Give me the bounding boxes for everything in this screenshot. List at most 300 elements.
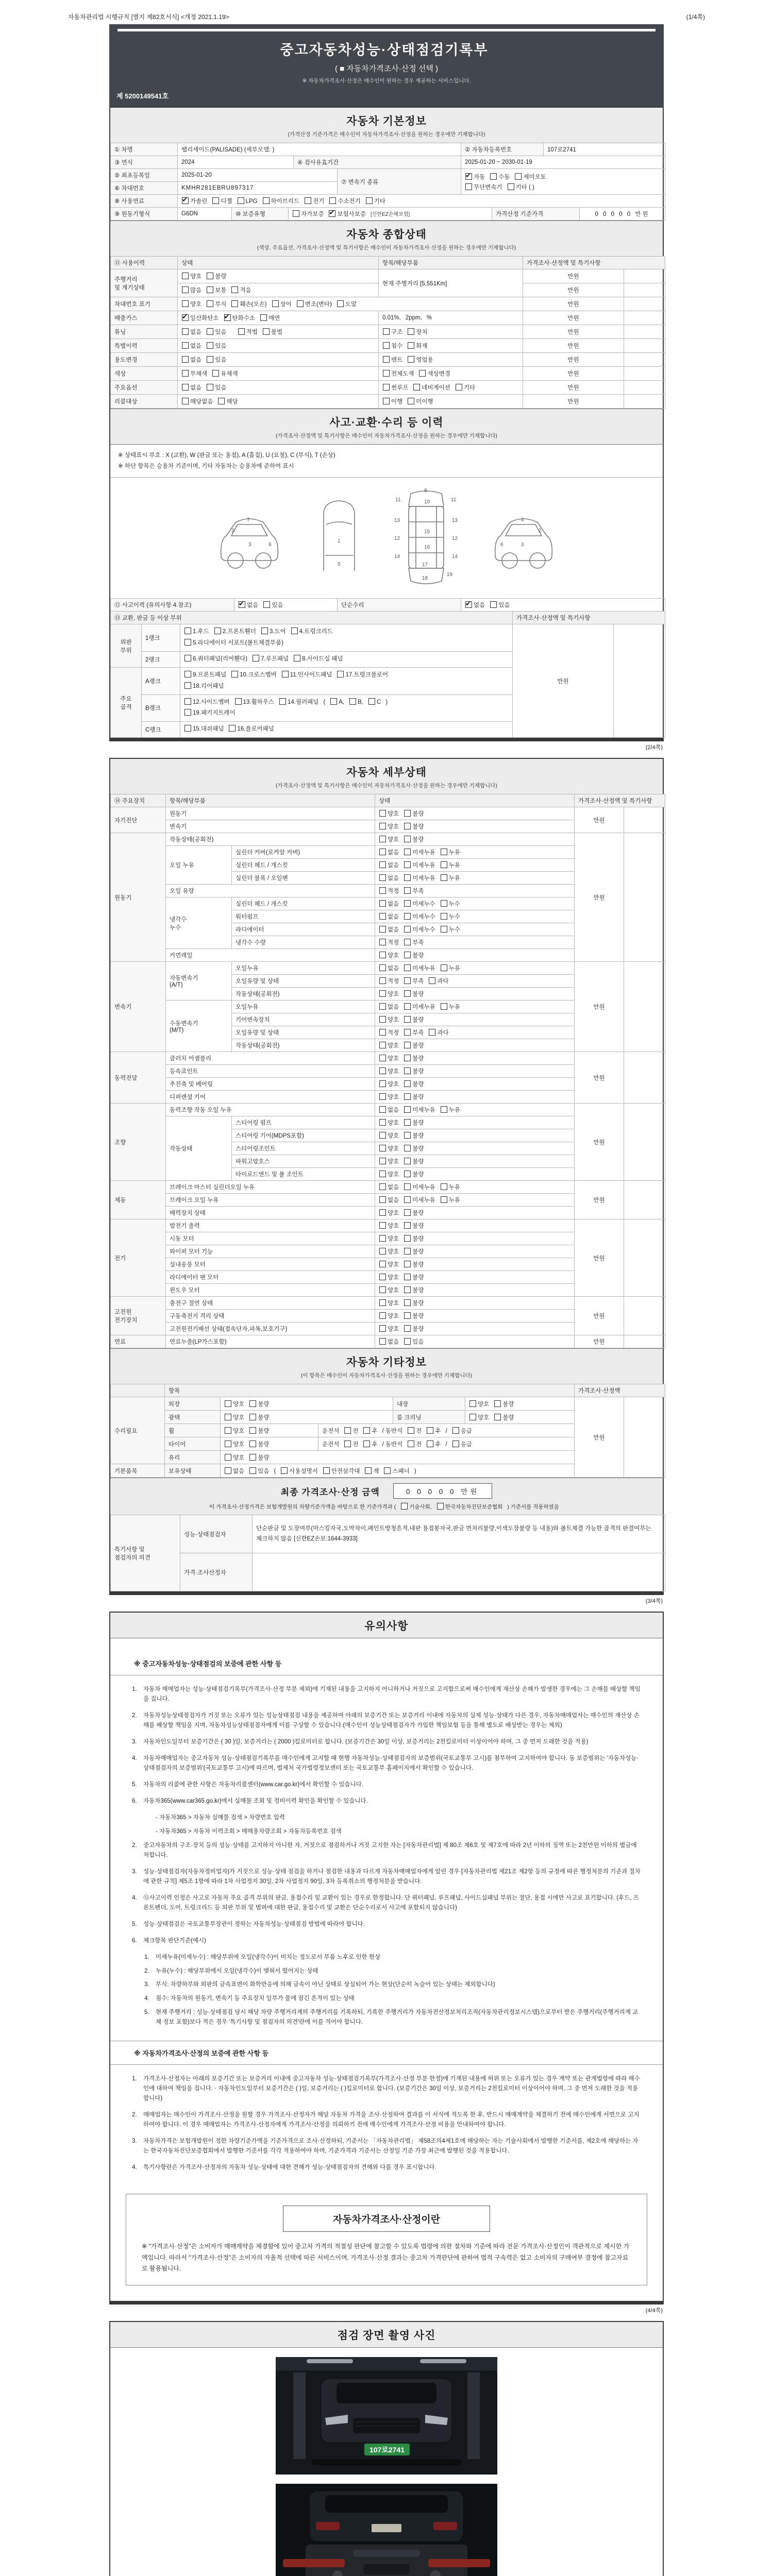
checkbox[interactable] bbox=[182, 286, 189, 293]
checkbox[interactable] bbox=[282, 671, 289, 677]
checkbox[interactable] bbox=[494, 1400, 501, 1407]
cell: 작동상태(공회전) bbox=[232, 1039, 375, 1052]
checkbox[interactable] bbox=[441, 1003, 447, 1010]
checkbox[interactable] bbox=[344, 1440, 351, 1447]
checkbox-label: 16.플로어패널 bbox=[237, 726, 274, 733]
checkbox[interactable] bbox=[182, 314, 189, 321]
checkbox-label: 색상변경 bbox=[427, 371, 450, 377]
checkbox[interactable] bbox=[404, 1299, 411, 1306]
checkbox[interactable] bbox=[404, 964, 411, 971]
checkbox[interactable] bbox=[214, 628, 221, 634]
checkbox[interactable] bbox=[404, 1312, 411, 1319]
checkbox[interactable] bbox=[344, 1427, 351, 1434]
car-damage-diagrams bbox=[110, 478, 663, 599]
checkbox[interactable] bbox=[383, 356, 390, 363]
checkbox[interactable] bbox=[404, 1067, 411, 1074]
checkbox[interactable] bbox=[404, 1029, 411, 1036]
cell bbox=[375, 910, 575, 923]
checkbox[interactable] bbox=[225, 1400, 231, 1407]
checkbox-label: 있음 bbox=[215, 329, 227, 335]
checkbox[interactable] bbox=[441, 964, 447, 971]
cell bbox=[375, 807, 575, 820]
checkbox[interactable] bbox=[235, 698, 242, 705]
checkbox-label: 과다 bbox=[437, 1030, 449, 1037]
notice-paragraph-text: 부식: 차량하부와 외판의 금속표면이 화학반응에 의해 금속이 아닌 상태로 상실되어 가는 현상(단순히 녹슬어 있는 상태는 제외합니다) bbox=[156, 1981, 495, 1988]
checkbox[interactable] bbox=[404, 1080, 411, 1087]
checkbox[interactable] bbox=[404, 990, 411, 997]
checkbox[interactable] bbox=[261, 628, 268, 634]
checkbox[interactable] bbox=[182, 273, 189, 279]
checkbox-label: 디젤 bbox=[221, 198, 232, 205]
lab: 배출가스 bbox=[111, 311, 178, 325]
checkbox-label: 기술사회, bbox=[409, 1504, 432, 1511]
checkbox[interactable] bbox=[379, 1325, 386, 1332]
lab: 광택 bbox=[165, 1411, 221, 1424]
checkbox[interactable] bbox=[249, 1414, 256, 1420]
final-price-value: 0 0 0 0 0 만원 bbox=[393, 1483, 492, 1499]
checkbox[interactable] bbox=[365, 1467, 372, 1474]
checkbox-label: 17.트렁크플로어 bbox=[345, 671, 389, 678]
checkbox[interactable] bbox=[279, 698, 286, 705]
checkbox[interactable] bbox=[408, 342, 414, 349]
checkbox[interactable] bbox=[379, 823, 386, 829]
checkbox[interactable] bbox=[404, 836, 411, 842]
checkbox[interactable] bbox=[330, 698, 337, 705]
checkbox[interactable] bbox=[452, 1440, 459, 1447]
checkbox[interactable] bbox=[404, 1338, 411, 1345]
cell: 오일누유 bbox=[232, 1001, 375, 1013]
table-row bbox=[111, 156, 665, 169]
checkbox[interactable] bbox=[379, 952, 386, 958]
checkbox[interactable] bbox=[182, 384, 189, 391]
checkbox[interactable] bbox=[404, 849, 411, 855]
checkbox-label: 2.프론트휀더 bbox=[222, 629, 256, 635]
checkbox-label: 15.대쉬패널 bbox=[193, 726, 224, 733]
checkbox[interactable] bbox=[379, 977, 386, 984]
checkbox[interactable] bbox=[404, 1274, 411, 1280]
checkbox[interactable] bbox=[379, 1312, 386, 1319]
checkbox[interactable] bbox=[293, 210, 299, 217]
checkbox[interactable] bbox=[413, 384, 420, 391]
checkbox[interactable] bbox=[379, 849, 386, 855]
checkbox-label: 13.휠하우스 bbox=[243, 699, 274, 705]
checkbox[interactable] bbox=[404, 1158, 411, 1164]
checkbox[interactable] bbox=[437, 1503, 444, 1510]
checkbox[interactable] bbox=[379, 939, 386, 945]
checkbox[interactable] bbox=[379, 1080, 386, 1087]
checkbox[interactable] bbox=[231, 300, 238, 307]
checkbox[interactable] bbox=[379, 1196, 386, 1203]
checkbox[interactable] bbox=[231, 671, 238, 677]
checkbox[interactable] bbox=[383, 328, 390, 335]
blank bbox=[624, 1219, 665, 1297]
checkbox[interactable] bbox=[249, 1400, 256, 1407]
checkbox[interactable] bbox=[249, 1440, 256, 1447]
checkbox[interactable] bbox=[379, 1158, 386, 1164]
checkbox[interactable] bbox=[465, 601, 472, 608]
checkbox[interactable] bbox=[379, 1003, 386, 1010]
checkbox[interactable] bbox=[225, 1440, 231, 1447]
checkbox[interactable] bbox=[379, 900, 386, 907]
checkbox[interactable] bbox=[263, 197, 270, 204]
checkbox[interactable] bbox=[441, 900, 447, 907]
checkbox[interactable] bbox=[207, 356, 213, 363]
checkbox[interactable] bbox=[379, 1222, 386, 1229]
cell bbox=[221, 1411, 393, 1424]
checkbox[interactable] bbox=[212, 197, 219, 204]
checkbox[interactable] bbox=[427, 1427, 433, 1434]
checkbox-label: 구조 bbox=[391, 329, 403, 335]
checkbox[interactable] bbox=[363, 1440, 370, 1447]
checkbox[interactable] bbox=[379, 1286, 386, 1293]
checkbox[interactable] bbox=[260, 314, 267, 321]
checkbox[interactable] bbox=[404, 1248, 411, 1255]
checkbox[interactable] bbox=[263, 601, 270, 608]
checkbox[interactable] bbox=[323, 1467, 330, 1474]
checkbox[interactable] bbox=[184, 655, 191, 662]
checkbox[interactable] bbox=[441, 926, 447, 933]
cell: 스티어링 기어(MDPS포함) bbox=[232, 1129, 375, 1142]
checkbox[interactable] bbox=[404, 900, 411, 907]
checkbox[interactable] bbox=[508, 183, 514, 190]
checkbox[interactable] bbox=[469, 1400, 476, 1407]
checkbox[interactable] bbox=[404, 1209, 411, 1216]
checkbox[interactable] bbox=[404, 1145, 411, 1151]
checkbox[interactable] bbox=[379, 1299, 386, 1306]
checkbox-label: 자가보증 bbox=[301, 211, 324, 217]
checkbox[interactable] bbox=[182, 197, 189, 204]
table-row bbox=[111, 1553, 665, 1591]
checkbox[interactable] bbox=[207, 273, 213, 279]
checkbox[interactable] bbox=[384, 1467, 391, 1474]
cell bbox=[375, 1116, 575, 1129]
checkbox[interactable] bbox=[404, 1183, 411, 1190]
checkbox[interactable] bbox=[379, 964, 386, 971]
checkbox[interactable] bbox=[404, 1093, 411, 1100]
text-token: ) bbox=[414, 1468, 416, 1475]
checkbox-label: 양호 bbox=[388, 991, 399, 998]
checkbox[interactable] bbox=[404, 1016, 411, 1023]
cell bbox=[318, 1424, 575, 1437]
checkbox-label: 불량 bbox=[412, 1262, 424, 1268]
checkbox[interactable] bbox=[379, 1093, 386, 1100]
checkbox[interactable] bbox=[383, 384, 390, 391]
checkbox[interactable] bbox=[184, 698, 191, 705]
checkbox[interactable] bbox=[184, 682, 191, 689]
checkbox-label: 적법 bbox=[246, 329, 258, 335]
checkbox[interactable] bbox=[379, 1055, 386, 1061]
checkbox[interactable] bbox=[184, 725, 191, 732]
checkbox[interactable] bbox=[207, 342, 213, 349]
checkbox[interactable] bbox=[366, 197, 373, 204]
checkbox[interactable] bbox=[379, 874, 386, 881]
cell bbox=[375, 1065, 575, 1078]
page1-block bbox=[109, 107, 664, 741]
cell: 윈도우 모터 bbox=[166, 1284, 375, 1297]
checkbox[interactable] bbox=[429, 977, 435, 984]
checkbox[interactable] bbox=[207, 300, 213, 307]
checkbox[interactable] bbox=[441, 1196, 447, 1203]
checkbox[interactable] bbox=[182, 398, 189, 404]
checkbox[interactable] bbox=[465, 183, 472, 190]
exchange-price-col-label: 가격조사·산정액 및 특기사항 bbox=[513, 612, 665, 624]
checkbox[interactable] bbox=[379, 861, 386, 868]
checkbox[interactable] bbox=[263, 328, 270, 335]
checkbox[interactable] bbox=[207, 384, 213, 391]
checkbox[interactable] bbox=[379, 990, 386, 997]
checkbox[interactable] bbox=[379, 913, 386, 920]
checkbox[interactable] bbox=[404, 952, 411, 958]
checkbox-label: 있음 bbox=[215, 343, 227, 349]
checkbox[interactable] bbox=[329, 197, 336, 204]
checkbox[interactable] bbox=[383, 342, 390, 349]
checkbox[interactable] bbox=[404, 1106, 411, 1113]
notice-paragraph-text: 자동차인도일부터 보증기간은 ( 30 )일, 보증거리는 ( 2000 )킬로미터로 합니다. (보증기간은 30일 이상, 보증거리는 2천킬로미터 이상이어야 하며, 그 중 먼저 도래한 것을 적용) bbox=[143, 1739, 589, 1745]
regulation-reference: 자동차관리법 시행규칙 [별지 제82호서식] <개정 2021.1.19> bbox=[68, 13, 229, 21]
table-row bbox=[111, 807, 665, 820]
checkbox[interactable] bbox=[404, 1196, 411, 1203]
checkbox[interactable] bbox=[379, 887, 386, 894]
checkbox[interactable] bbox=[383, 398, 390, 404]
checkbox[interactable] bbox=[401, 1503, 408, 1510]
checkbox[interactable] bbox=[379, 1171, 386, 1177]
notice-paragraph-number: 4. bbox=[132, 1894, 137, 1901]
checkbox[interactable] bbox=[224, 314, 231, 321]
checkbox[interactable] bbox=[368, 698, 375, 705]
notice-paragraph-number: 1. bbox=[132, 2076, 137, 2082]
checkbox[interactable] bbox=[404, 1042, 411, 1048]
inspector-opinion-text: 단순판금 및 도장여부(마스킹자국,도막차이,페인트방청흔적,내판 용접봉자국,판금 면처리불량,이색도장불량 등 내용)와 볼트체결 가능한 골격의 판결여부는 체크하지 않음 [신한EZ손보:1644-3933] bbox=[253, 1515, 665, 1553]
checkbox-label: 일산화탄소 bbox=[190, 315, 219, 321]
checkbox[interactable] bbox=[404, 1003, 411, 1010]
checkbox[interactable] bbox=[238, 328, 245, 335]
checkbox-label: 불량 bbox=[412, 1275, 424, 1281]
glab: 주요 골격 bbox=[111, 667, 142, 737]
checkbox[interactable] bbox=[212, 370, 219, 377]
checkbox[interactable] bbox=[207, 328, 213, 335]
checkbox[interactable] bbox=[281, 1467, 288, 1474]
checkbox[interactable] bbox=[249, 1454, 256, 1461]
checkbox[interactable] bbox=[379, 1067, 386, 1074]
checkbox[interactable] bbox=[404, 926, 411, 933]
checkbox[interactable] bbox=[404, 1261, 411, 1267]
lab: 타이어 bbox=[165, 1437, 221, 1451]
checkbox[interactable] bbox=[404, 1222, 411, 1229]
checkbox[interactable] bbox=[379, 1042, 386, 1048]
checkbox[interactable] bbox=[379, 1338, 386, 1345]
checkbox[interactable] bbox=[379, 926, 386, 933]
checkbox[interactable] bbox=[379, 810, 386, 817]
checkbox[interactable] bbox=[249, 1467, 256, 1474]
checkbox-label: 수소전기 bbox=[338, 198, 361, 205]
year-value: 2024 bbox=[178, 156, 294, 169]
checkbox-label: 부족 bbox=[412, 888, 424, 895]
checkbox-label: 불량 bbox=[412, 953, 424, 959]
checkbox-label: 렌트 bbox=[391, 357, 403, 363]
checkbox[interactable] bbox=[182, 328, 189, 335]
notice-paragraph bbox=[144, 1980, 641, 1990]
checkbox[interactable] bbox=[404, 874, 411, 881]
checkbox[interactable] bbox=[427, 1440, 433, 1447]
checkbox-label: 없음 bbox=[388, 1184, 399, 1191]
checkbox[interactable] bbox=[379, 1183, 386, 1190]
checkbox[interactable] bbox=[408, 356, 414, 363]
checkbox[interactable] bbox=[184, 709, 191, 716]
checkbox[interactable] bbox=[494, 1414, 501, 1420]
cell: 수동변속기 (M/T) bbox=[166, 1001, 232, 1052]
checkbox[interactable] bbox=[515, 173, 522, 180]
checkbox[interactable] bbox=[182, 342, 189, 349]
text-token: / bbox=[445, 1441, 447, 1448]
checkbox[interactable] bbox=[490, 601, 497, 608]
cell bbox=[375, 1091, 575, 1104]
checkbox-label: 변조(변타) bbox=[305, 301, 332, 308]
checkbox[interactable] bbox=[441, 1106, 447, 1113]
checkbox[interactable] bbox=[404, 913, 411, 920]
checkbox[interactable] bbox=[465, 173, 472, 180]
checkbox[interactable] bbox=[404, 823, 411, 829]
checkbox[interactable] bbox=[253, 655, 259, 662]
checkbox[interactable] bbox=[207, 286, 213, 293]
checkbox-label: 불량 bbox=[412, 1300, 424, 1307]
notice-paragraph-text: 자동차매매업자는 중고자동차 성능·상태점검기록부를 매수인에게 고지할 때 현행 자동차성능·상태점검자의 보증범위(국토교통부 고시)를 첨부하여 고지하여야 합니다. 동 보증범위는 '자동차성능·상태점검자의 보증범위'(국토교통부 고시)에 따르며, 법제처 국가법령정보센터 또는 국토교통부 홈페이지에서 확인할 수 있습니다. bbox=[143, 1755, 639, 1771]
table-header-row bbox=[111, 257, 665, 269]
final-price-note bbox=[110, 1503, 663, 1511]
checkbox[interactable] bbox=[249, 1427, 256, 1434]
checkbox[interactable] bbox=[184, 639, 191, 646]
accident-history-label: ⑫ 사고이력 (유의사항 4.참조) bbox=[111, 599, 234, 612]
checkbox[interactable] bbox=[379, 1016, 386, 1023]
form-subtitle: ( ■ 자동차가격조사·산정 선택 ) bbox=[334, 64, 439, 73]
checkbox[interactable] bbox=[305, 197, 311, 204]
inspection-photo-front bbox=[276, 2357, 497, 2475]
checkbox[interactable] bbox=[379, 1248, 386, 1255]
checkbox[interactable] bbox=[379, 1274, 386, 1280]
checkbox[interactable] bbox=[379, 1029, 386, 1036]
checkbox-label: 불량 bbox=[412, 824, 424, 831]
checkbox[interactable] bbox=[408, 1440, 414, 1447]
warranty-checkboxes bbox=[292, 211, 371, 217]
checkbox[interactable] bbox=[182, 370, 189, 377]
checkbox[interactable] bbox=[229, 725, 236, 732]
checkbox[interactable] bbox=[363, 1427, 370, 1434]
checkbox[interactable] bbox=[408, 1427, 414, 1434]
checkbox-label: 누유 bbox=[448, 862, 460, 869]
checkbox[interactable] bbox=[441, 849, 447, 855]
checkbox-label: 있음 bbox=[258, 1468, 270, 1475]
text-token: / 동반석 bbox=[382, 1428, 403, 1434]
checkbox[interactable] bbox=[349, 698, 356, 705]
notice-title: 유의사항 bbox=[364, 1620, 409, 1633]
checkbox[interactable] bbox=[225, 1414, 231, 1420]
checkbox[interactable] bbox=[182, 356, 189, 363]
checkbox[interactable] bbox=[441, 1183, 447, 1190]
checkbox[interactable] bbox=[337, 300, 344, 307]
checkbox[interactable] bbox=[297, 300, 304, 307]
checkbox[interactable] bbox=[408, 398, 414, 404]
checkbox[interactable] bbox=[404, 1132, 411, 1139]
checkbox[interactable] bbox=[456, 384, 462, 391]
checkbox-label: 미세누유 bbox=[412, 875, 435, 882]
checkbox[interactable] bbox=[441, 861, 447, 868]
checkbox[interactable] bbox=[490, 173, 497, 180]
checkbox[interactable] bbox=[404, 977, 411, 984]
checkbox[interactable] bbox=[291, 628, 298, 634]
checkbox[interactable] bbox=[419, 370, 426, 377]
checkbox[interactable] bbox=[404, 1055, 411, 1061]
checkbox[interactable] bbox=[225, 1454, 231, 1461]
checkbox[interactable] bbox=[379, 1119, 386, 1126]
cell: 스티어링 펌프 bbox=[232, 1116, 375, 1129]
cell: 실린더 헤드 / 개스킷 bbox=[232, 897, 375, 910]
checkbox[interactable] bbox=[404, 887, 411, 894]
notice-paragraph bbox=[132, 2137, 641, 2156]
notice-paragraph-number: 5. bbox=[144, 2009, 149, 2016]
checkbox[interactable] bbox=[404, 861, 411, 868]
checkbox[interactable] bbox=[404, 810, 411, 817]
checkbox[interactable] bbox=[383, 370, 390, 377]
checkbox[interactable] bbox=[404, 939, 411, 945]
checkbox[interactable] bbox=[184, 628, 191, 634]
checkbox[interactable] bbox=[379, 1209, 386, 1216]
checkbox-label: 양호 bbox=[388, 1094, 399, 1101]
checkbox[interactable] bbox=[404, 1119, 411, 1126]
checkbox[interactable] bbox=[379, 1145, 386, 1151]
photos-block bbox=[109, 2321, 664, 2576]
notice-paragraph bbox=[132, 2110, 641, 2130]
checkbox[interactable] bbox=[379, 836, 386, 842]
checkbox[interactable] bbox=[404, 1325, 411, 1332]
checkbox[interactable] bbox=[429, 1029, 435, 1036]
checkbox[interactable] bbox=[218, 398, 225, 404]
checkbox[interactable] bbox=[238, 197, 244, 204]
checkbox[interactable] bbox=[404, 1171, 411, 1177]
checkbox[interactable] bbox=[182, 300, 189, 307]
checkbox[interactable] bbox=[225, 1427, 231, 1434]
checkbox[interactable] bbox=[441, 874, 447, 881]
head: 가격조사·산정액 bbox=[575, 1384, 665, 1397]
checkbox[interactable] bbox=[329, 210, 335, 217]
notice-heading: ※ 중고자동차성능·상태점검의 보증에 관한 사항 등 bbox=[110, 1652, 663, 1675]
checkbox[interactable] bbox=[337, 671, 344, 677]
cell bbox=[375, 1026, 575, 1039]
cell bbox=[178, 269, 379, 283]
checkbox[interactable] bbox=[379, 1132, 386, 1139]
checkbox[interactable] bbox=[441, 913, 447, 920]
checkbox[interactable] bbox=[469, 1414, 476, 1420]
checkbox[interactable] bbox=[379, 1261, 386, 1267]
checkbox[interactable] bbox=[272, 300, 279, 307]
checkbox[interactable] bbox=[379, 1106, 386, 1113]
svg-text:2: 2 bbox=[539, 528, 542, 534]
checkbox[interactable] bbox=[239, 601, 245, 608]
checkbox[interactable] bbox=[225, 1467, 231, 1474]
checkbox[interactable] bbox=[184, 671, 191, 677]
blank bbox=[624, 1181, 665, 1219]
cell bbox=[318, 1437, 575, 1451]
checkbox[interactable] bbox=[408, 328, 414, 335]
checkbox[interactable] bbox=[294, 655, 300, 662]
checkbox[interactable] bbox=[452, 1427, 459, 1434]
checkbox-label: 5.라디에이터 서포트(볼트체결부품) bbox=[193, 640, 283, 647]
checkbox-label: 불량 bbox=[412, 1081, 424, 1088]
checkbox-label: 누유 bbox=[448, 1107, 460, 1114]
checkbox[interactable] bbox=[231, 286, 238, 293]
checkbox[interactable] bbox=[404, 1286, 411, 1293]
checkbox[interactable] bbox=[379, 1235, 386, 1242]
cell bbox=[375, 1232, 575, 1245]
checkbox[interactable] bbox=[404, 1235, 411, 1242]
